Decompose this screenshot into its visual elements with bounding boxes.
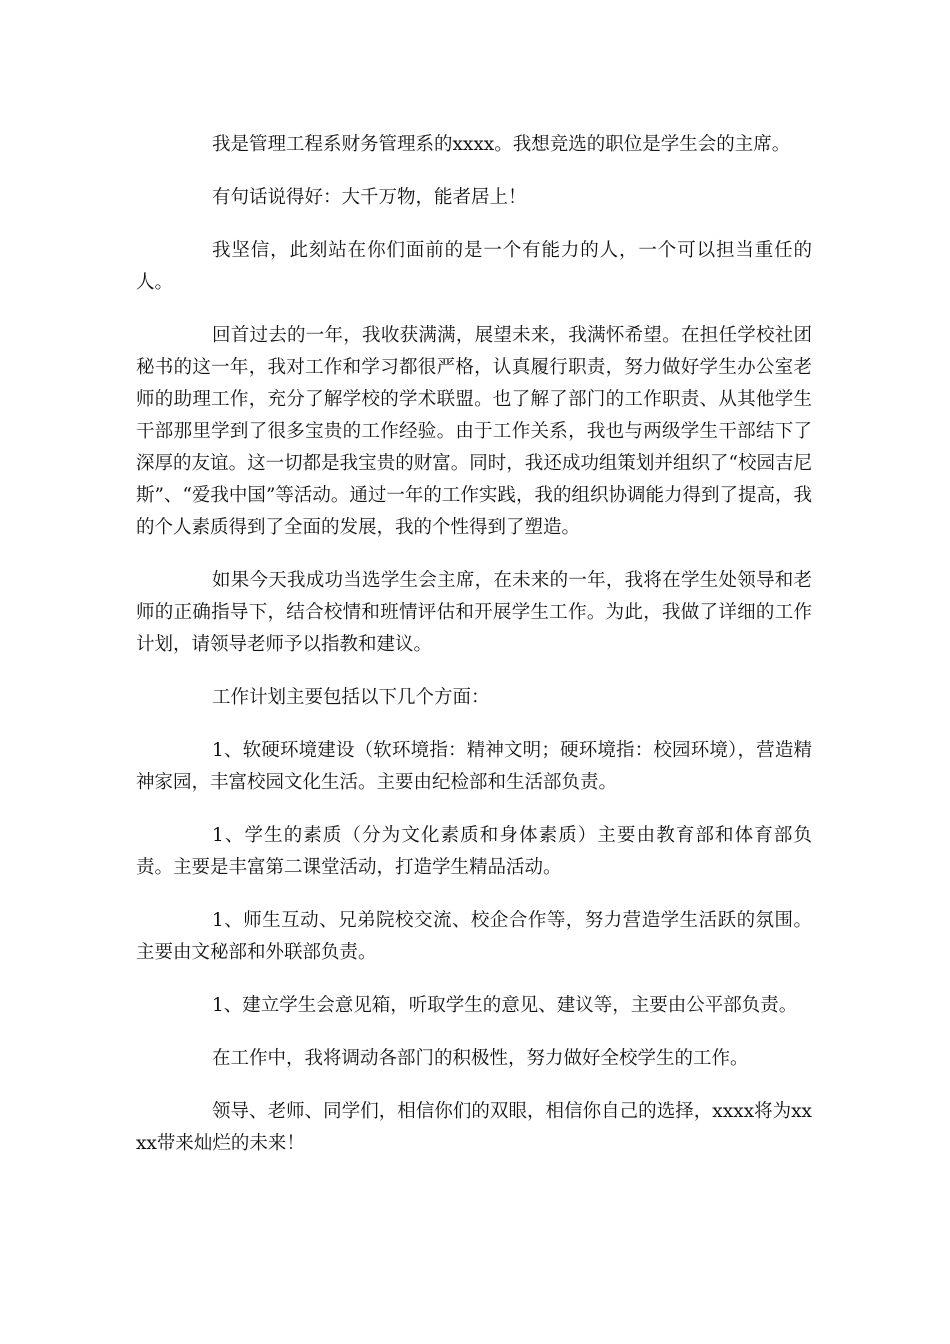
- paragraph-6: 工作计划主要包括以下几个方面：: [212, 687, 490, 708]
- document-body: [136, 129, 812, 1181]
- paragraph-12: 领导、老师、同学们，相信你们的双眼，相信你自己的选择，xxxx将为xxxx带来灿烂的未来！: [136, 1101, 812, 1154]
- paragraph-2: 有句话说得好：大千万物，能者居上！: [212, 187, 527, 208]
- paragraph-3: 我坚信，此刻站在你们面前的是一个有能力的人，一个可以担当重任的人。: [136, 240, 812, 293]
- paragraph-11: 在工作中，我将调动各部门的积极性，努力做好全校学生的工作。: [212, 1048, 749, 1069]
- paragraph-10: 1、建立学生会意见箱，听取学生的意见、建议等，主要由公平部负责。: [212, 995, 798, 1016]
- paragraph-4: 回首过去的一年，我收获满满，展望未来，我满怀希望。在担任学校社团秘书的这一年，我对工作和学习都很严格，认真履行职责，努力做好学生办公室老师的助理工作，充分了解学校的学术联盟。也了解了部门的工作职责、从其他学生干部那里学到了很多宝贵的工作经验。由于工作关系，我也与两级学生干部结下了深厚的友谊。这一切都是我宝贵的财富。同时，我还成功组策划并组织了“校园吉尼斯”、“爱我中国”等活动。通过一年的工作实践，我的组织协调能力得到了提高，我的个人素质得到了全面的发展，我的个性得到了塑造。: [136, 325, 812, 538]
- paragraph-8: 1、学生的素质（分为文化素质和身体素质）主要由教育部和体育部负责。主要是丰富第二课堂活动，打造学生精品活动。: [136, 825, 812, 878]
- paragraph-5: 如果今天我成功当选学生会主席，在未来的一年，我将在学生处领导和老师的正确指导下，结合校情和班情评估和开展学生工作。为此，我做了详细的工作计划，请领导老师予以指教和建议。: [136, 570, 812, 655]
- paragraph-7: 1、软硬环境建设（软环境指：精神文明；硬环境指：校园环境），营造精神家园，丰富校园文化生活。主要由纪检部和生活部负责。: [136, 740, 812, 793]
- paragraph-9: 1、师生互动、兄弟院校交流、校企合作等，努力营造学生活跃的氛围。主要由文秘部和外联部负责。: [136, 910, 812, 963]
- paragraph-1: 我是管理工程系财务管理系的xxxx。我想竞选的职位是学生会的主席。: [212, 134, 791, 155]
